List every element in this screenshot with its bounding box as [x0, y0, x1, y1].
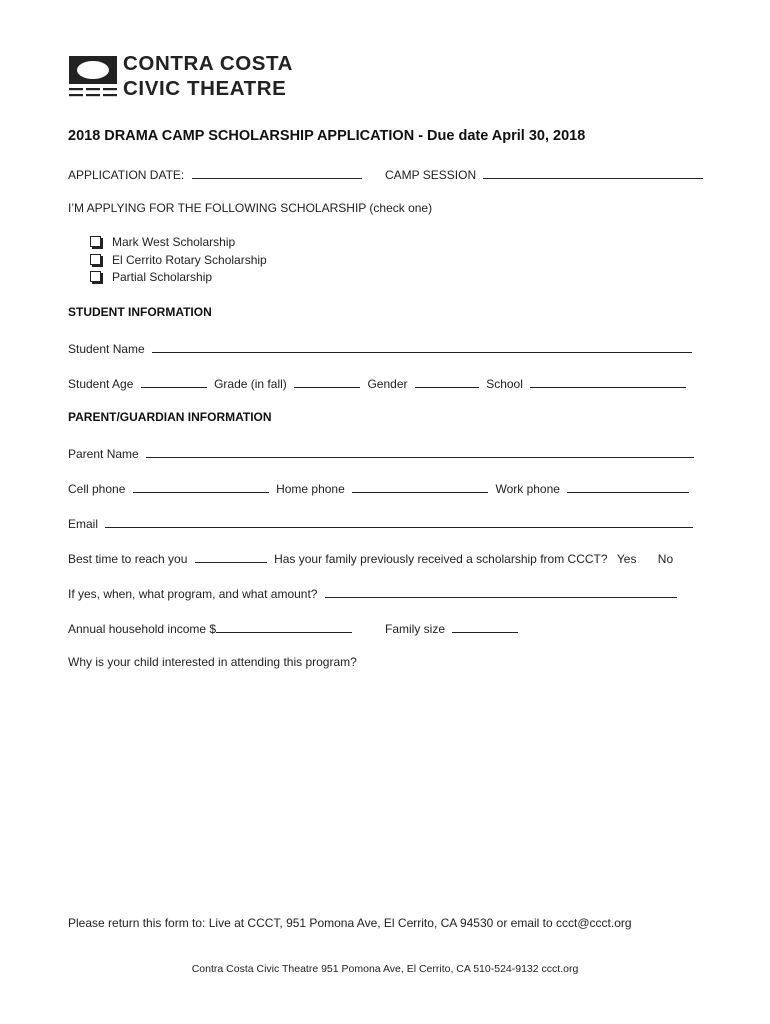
home-phone-field[interactable]	[352, 480, 488, 493]
gender-field[interactable]	[415, 375, 479, 388]
why-interested-answer-area[interactable]	[68, 675, 700, 895]
email-label: Email	[68, 517, 99, 531]
checkbox-icon[interactable]	[90, 236, 101, 247]
application-date-row	[68, 166, 366, 182]
cell-phone-field[interactable]	[133, 480, 269, 493]
if-yes-field[interactable]	[325, 585, 677, 598]
family-size-field[interactable]	[452, 620, 518, 633]
parent-section-heading: PARENT/GUARDIAN INFORMATION	[68, 410, 272, 424]
student-details-row	[68, 375, 690, 391]
camp-session-field[interactable]	[483, 166, 703, 179]
student-section-heading: STUDENT INFORMATION	[68, 305, 212, 319]
work-phone-field[interactable]	[567, 480, 689, 493]
camp-session-label: CAMP SESSION	[385, 168, 477, 182]
parent-name-row	[68, 445, 698, 461]
application-date-label: APPLICATION DATE:	[68, 168, 185, 182]
parent-name-label: Parent Name	[68, 447, 139, 461]
family-size-label: Family size	[385, 622, 446, 636]
return-instructions: Please return this form to: Live at CCCT, 951 Pomona Ave, El Cerrito, CA 94530 or email to ccct@ccct.org	[68, 916, 632, 930]
checkbox-icon[interactable]	[90, 271, 101, 282]
income-row	[68, 620, 356, 636]
org-name-line2: CIVIC THEATRE	[123, 77, 287, 100]
application-date-field[interactable]	[192, 166, 362, 179]
student-name-label: Student Name	[68, 342, 145, 356]
cell-phone-label: Cell phone	[68, 482, 126, 496]
previous-scholarship-label: Has your family previously received a scholarship from CCCT?	[274, 552, 608, 566]
student-age-label: Student Age	[68, 377, 134, 391]
scholarship-option[interactable]	[90, 270, 212, 284]
work-phone-label: Work phone	[495, 482, 560, 496]
scholarship-option-label: Partial Scholarship	[112, 270, 213, 284]
scholarship-option[interactable]	[90, 235, 235, 249]
phones-row	[68, 480, 693, 496]
email-row	[68, 515, 697, 531]
student-name-row	[68, 340, 696, 356]
family-size-row	[385, 620, 522, 636]
theatre-logo-icon	[69, 56, 117, 98]
student-name-field[interactable]	[152, 340, 692, 353]
school-field[interactable]	[530, 375, 686, 388]
income-field[interactable]	[216, 620, 352, 633]
form-title: 2018 DRAMA CAMP SCHOLARSHIP APPLICATION - Due date April 30, 2018	[68, 128, 586, 144]
if-yes-row	[68, 585, 681, 601]
why-interested-label: Why is your child interested in attending this program?	[68, 655, 357, 669]
if-yes-label: If yes, when, what program, and what amount?	[68, 587, 318, 601]
grade-label: Grade (in fall)	[214, 377, 287, 391]
income-label: Annual household income $	[68, 622, 217, 636]
student-age-field[interactable]	[141, 375, 207, 388]
parent-name-field[interactable]	[146, 445, 694, 458]
grade-field[interactable]	[294, 375, 360, 388]
org-name-line1: CONTRA COSTA	[123, 52, 294, 75]
home-phone-label: Home phone	[276, 482, 345, 496]
yes-option[interactable]: Yes	[616, 552, 637, 566]
email-field[interactable]	[105, 515, 693, 528]
scholarship-option[interactable]	[90, 253, 267, 267]
scholarship-option-label: Mark West Scholarship	[112, 235, 236, 249]
best-time-field[interactable]	[195, 550, 267, 563]
best-time-label: Best time to reach you	[68, 552, 188, 566]
no-option[interactable]: No	[657, 552, 674, 566]
applying-label: I’M APPLYING FOR THE FOLLOWING SCHOLARSHIP (check one)	[68, 201, 433, 215]
school-label: School	[486, 377, 523, 391]
gender-label: Gender	[367, 377, 408, 391]
page-footer: Contra Costa Civic Theatre 951 Pomona Ave, El Cerrito, CA 510-524-9132 ccct.org	[191, 963, 579, 975]
scholarship-option-label: El Cerrito Rotary Scholarship	[112, 253, 267, 267]
best-time-row	[68, 550, 673, 566]
checkbox-icon[interactable]	[90, 254, 101, 265]
camp-session-row	[385, 166, 707, 182]
